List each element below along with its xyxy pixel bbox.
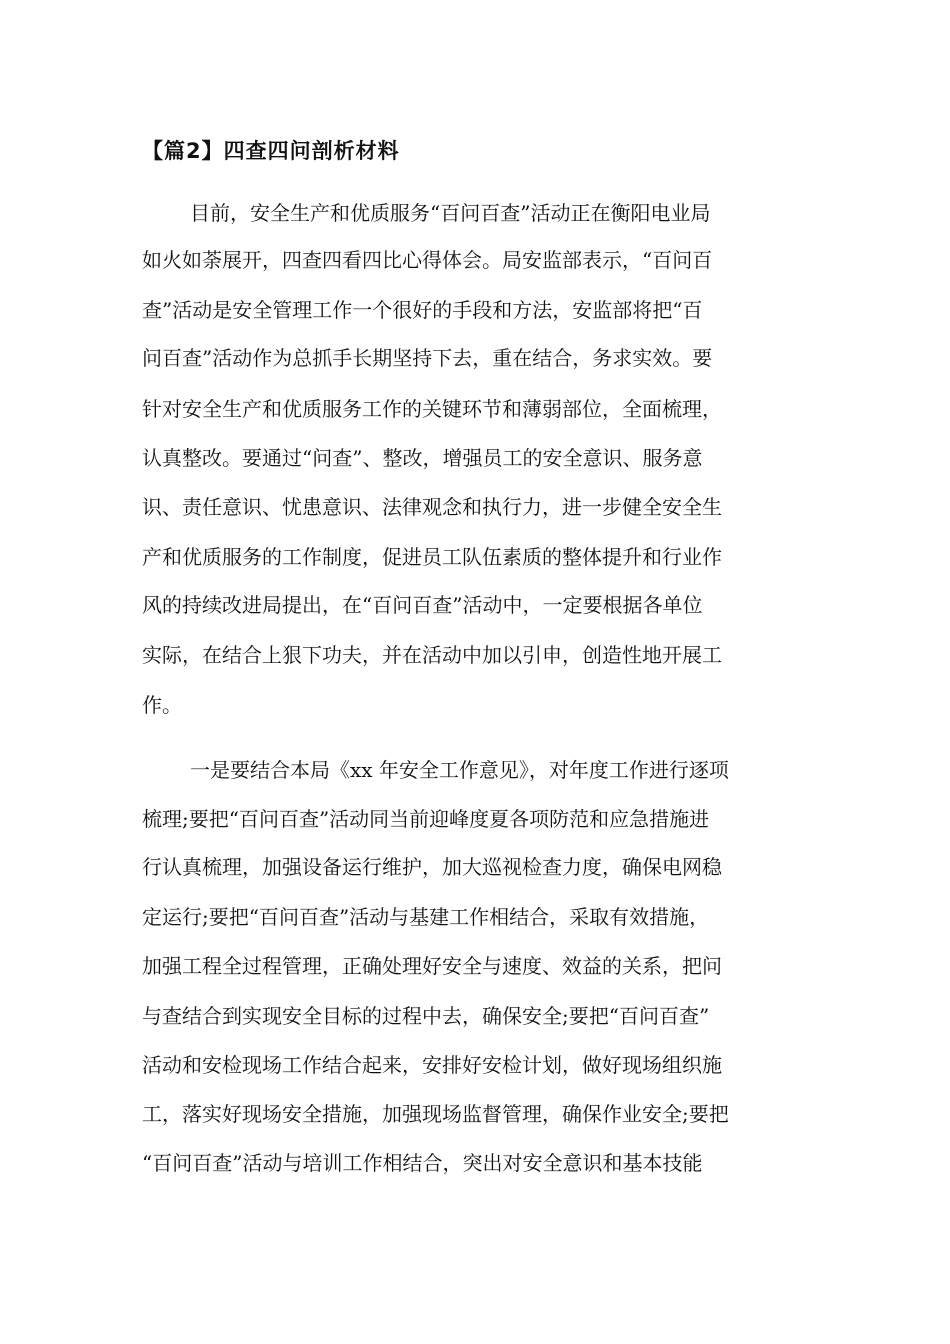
paragraph-2-line-4: 定运行;要把“百问百查”活动与基建工作相结合，采取有效措施， [142,905,710,929]
paragraph-2-line-9: “百问百查”活动与培训工作相结合，突出对安全意识和基本技能 [142,1151,703,1175]
paragraph-1-line-3: 查”活动是安全管理工作一个很好的手段和方法，安监部将把“百 [142,298,703,322]
paragraph-1-line-4: 问百查”活动作为总抓手长期坚持下去，重在结合，务求实效。要 [142,346,713,370]
paragraph-2-line-6: 与查结合到实现安全目标的过程中去，确保安全;要把“百问百查” [142,1004,710,1028]
paragraph-1-line-8: 产和优质服务的工作制度，促进员工队伍素质的整体提升和行业作 [142,545,722,569]
paragraph-2-line-3: 行认真梳理，加强设备运行维护，加大巡视检查力度，确保电网稳 [142,855,722,879]
paragraph-1-line-10: 实际，在结合上狠下功夫，并在活动中加以引申，创造性地开展工 [142,643,722,667]
paragraph-1-line-6: 认真整改。要通过“问查”、整改，增强员工的安全意识、服务意 [142,446,703,470]
paragraph-1-line-9: 风的持续改进局提出，在“百问百查”活动中，一定要根据各单位 [142,593,703,617]
paragraph-1-line-2: 如火如荼展开，四查四看四比心得体会。局安监部表示，“百问百 [142,248,713,272]
paragraph-1-line-1: 目前，安全生产和优质服务“百问百查”活动正在衡阳电业局 [190,201,711,225]
document-title: 【篇2】四查四问剖析材料 [142,139,400,163]
paragraph-2-line-7: 活动和安检现场工作结合起来，安排好安检计划，做好现场组织施 [142,1053,722,1077]
paragraph-2-line-2: 梳理;要把“百问百查”活动同当前迎峰度夏各项防范和应急措施进 [142,807,710,831]
paragraph-2-line-8: 工，落实好现场安全措施，加强现场监督管理，确保作业安全;要把 [142,1102,729,1126]
paragraph-1-line-11: 作。 [142,693,182,717]
paragraph-2-line-1: 一是要结合本局《xx 年安全工作意见》，对年度工作进行逐项 [190,758,729,782]
paragraph-1-line-5: 针对安全生产和优质服务工作的关键环节和薄弱部位，全面梳理， [142,397,722,421]
paragraph-1-line-7: 识、责任意识、忧患意识、法律观念和执行力，进一步健全安全生 [142,495,722,519]
paragraph-2-line-5: 加强工程全过程管理，正确处理好安全与速度、效益的关系，把问 [142,954,722,978]
